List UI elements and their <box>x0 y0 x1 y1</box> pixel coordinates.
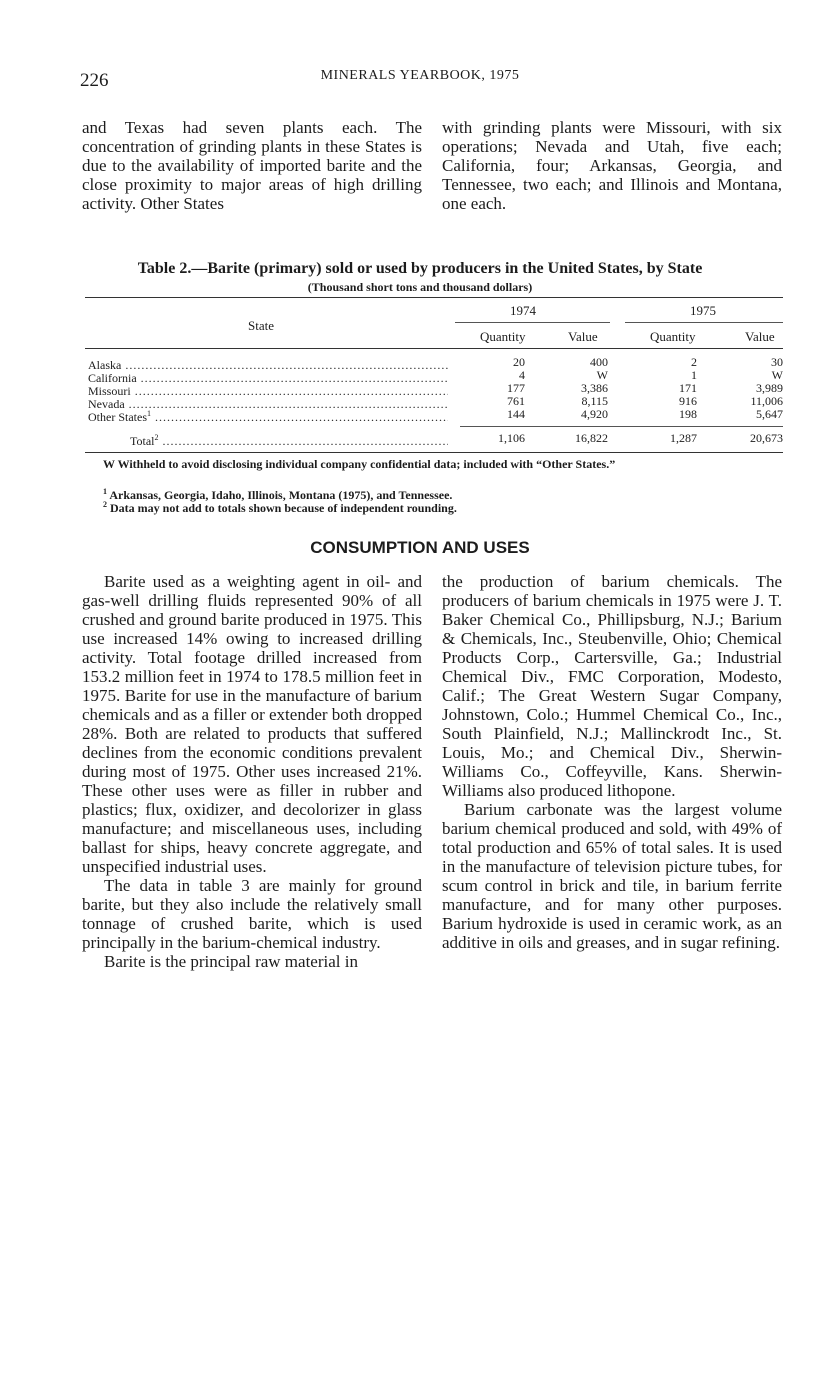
table-subtitle: (Thousand short tons and thousand dollars) <box>307 280 533 294</box>
quantity-1975-header: Quantity <box>650 329 696 344</box>
quantity-1974-cell: 144 <box>507 407 525 421</box>
value-1975-cell: 5,647 <box>756 407 783 421</box>
value-1975-cell: 11,006 <box>750 394 783 408</box>
state-cell: Other States <box>88 410 147 424</box>
paragraph: and Texas had seven plants each. The concentration of grinding plants in these States is due to the availability of imported barite and the close proximity to major areas of high drilling activity. Other States <box>82 118 422 213</box>
paragraph: the production of barium chemicals. The producers of barium chemicals in 1975 were J. T. Baker Chemical Co., Phillipsburg, N.J.; Barium & Chemicals, Inc., Steubenville, Ohio; Chemical Products Corp., Cartersville, Ga.; Industrial Chemical Div., FMC Corporation, Modesto, Calif.; The Great Western Sugar Company, Johnstown, Colo.; Hummel Chemical Co., Inc., South Plainfield, N.J.; Mallinckrodt Inc., St. Louis, Mo.; and Chemical Div., Sherwin-Williams Co., Coffeyville, Kans. Sherwin-Williams also produced lithopone. <box>442 572 782 800</box>
value-1975-header: Value <box>745 329 775 344</box>
state-cell: California <box>88 371 137 385</box>
footnote-mark: 2 <box>154 433 159 442</box>
value-1974-cell: 3,386 <box>581 381 608 395</box>
quantity-1974-cell: 177 <box>507 381 525 395</box>
value-1975-cell: W <box>771 368 783 382</box>
running-head: MINERALS YEARBOOK, 1975 <box>320 68 520 83</box>
value-1974-header: Value <box>568 329 598 344</box>
paragraph: Barite used as a weighting agent in oil- and gas-well drilling fluids represented 90% of all crushed and ground barite produced in 1975. This use increased 14% owing to increased drilling activity. Total footage drilled increased from 153.2 million feet in 1974 to 178.5 million feet in 1975. Barite for use in the manufacture of barium chemicals and as a filler or extender both dropped 28%. Both are related to products that suffered declines from the economic conditions prevalent during most of 1975. Other uses increased 21%. These other uses were as filler in rubber and plastics; flux, oxidizer, and decolorizer in glass manufacture; and miscellaneous uses, including ballast for ships, heavy concrete aggregate, and unspecified industrial uses. <box>82 572 422 876</box>
footnote-mark: 1 <box>103 487 107 496</box>
page-number: 226 <box>80 70 109 91</box>
paragraph: The data in table 3 are mainly for ground barite, but they also include the relatively small tonnage of crushed barite, which is used principally in the barium-chemical industry. <box>82 876 422 952</box>
value-1974-cell: 400 <box>590 355 608 369</box>
table-footnote-w: W Withheld to avoid disclosing individual company confidential data; included with “Other States.” <box>103 457 616 471</box>
footnote-mark: 1 <box>147 409 151 418</box>
total-quantity-1975: 1,287 <box>670 431 697 445</box>
table-top-rule <box>85 297 783 298</box>
footnote-mark: 2 <box>103 500 107 509</box>
quantity-1974-cell: 20 <box>513 355 525 369</box>
paragraph: with grinding plants were Missouri, with six operations; Nevada and Utah, five each; California, four; Arkansas, Georgia, and Tennessee, two each; and Illinois and Montana, one each. <box>442 118 782 213</box>
value-1974-cell: 8,115 <box>581 394 608 408</box>
total-value-1974: 16,822 <box>575 431 608 445</box>
total-quantity-1974: 1,106 <box>498 431 525 445</box>
year-1975-header: 1975 <box>690 303 716 318</box>
table-title: Table 2.—Barite (primary) sold or used by producers in the United States, by State <box>137 260 703 277</box>
quantity-1975-cell: 171 <box>679 381 697 395</box>
state-cell: Missouri <box>88 384 131 398</box>
quantity-1974-cell: 4 <box>519 368 525 382</box>
value-1975-cell: 30 <box>771 355 783 369</box>
consumption-right-column <box>442 572 782 952</box>
total-rule <box>460 426 783 427</box>
year-1975-rule <box>625 322 783 323</box>
top-text-right <box>442 118 782 213</box>
top-text-left <box>82 118 422 213</box>
state-header: State <box>248 318 274 333</box>
footnote-text: Data may not add to totals shown because of independent rounding. <box>110 501 457 515</box>
consumption-left-column <box>82 572 422 971</box>
quantity-1975-cell: 198 <box>679 407 697 421</box>
section-heading: CONSUMPTION AND USES <box>310 538 530 557</box>
quantity-1975-cell: 1 <box>691 368 697 382</box>
quantity-1974-header: Quantity <box>480 329 526 344</box>
state-cell: Nevada <box>88 397 125 411</box>
year-1974-header: 1974 <box>510 303 536 318</box>
quantity-1975-cell: 2 <box>691 355 697 369</box>
value-1974-cell: W <box>596 368 608 382</box>
table-header-rule <box>85 348 783 349</box>
total-label: Total <box>130 434 155 448</box>
quantity-1974-cell: 761 <box>507 394 525 408</box>
total-value-1975: 20,673 <box>750 431 783 445</box>
paragraph: Barite is the principal raw material in <box>104 952 358 971</box>
quantity-1975-cell: 916 <box>679 394 697 408</box>
footnote-text: Arkansas, Georgia, Idaho, Illinois, Montana (1975), and Tennessee. <box>109 488 453 502</box>
value-1975-cell: 3,989 <box>756 381 783 395</box>
table-bottom-rule <box>85 452 783 453</box>
value-1974-cell: 4,920 <box>581 407 608 421</box>
state-cell: Alaska <box>88 358 122 372</box>
paragraph: Barium carbonate was the largest volume barium chemical produced and sold, with 49% of total production and 65% of total sales. It is used in the manufacture of television picture tubes, for scum control in brick and tile, in barium ferrite manufacture, and for many other purposes. Barium hydroxide is used in ceramic work, as an additive in oils and greases, and in sugar refining. <box>442 800 782 952</box>
year-1974-rule <box>455 322 610 323</box>
table-footnote-2 <box>103 498 783 515</box>
